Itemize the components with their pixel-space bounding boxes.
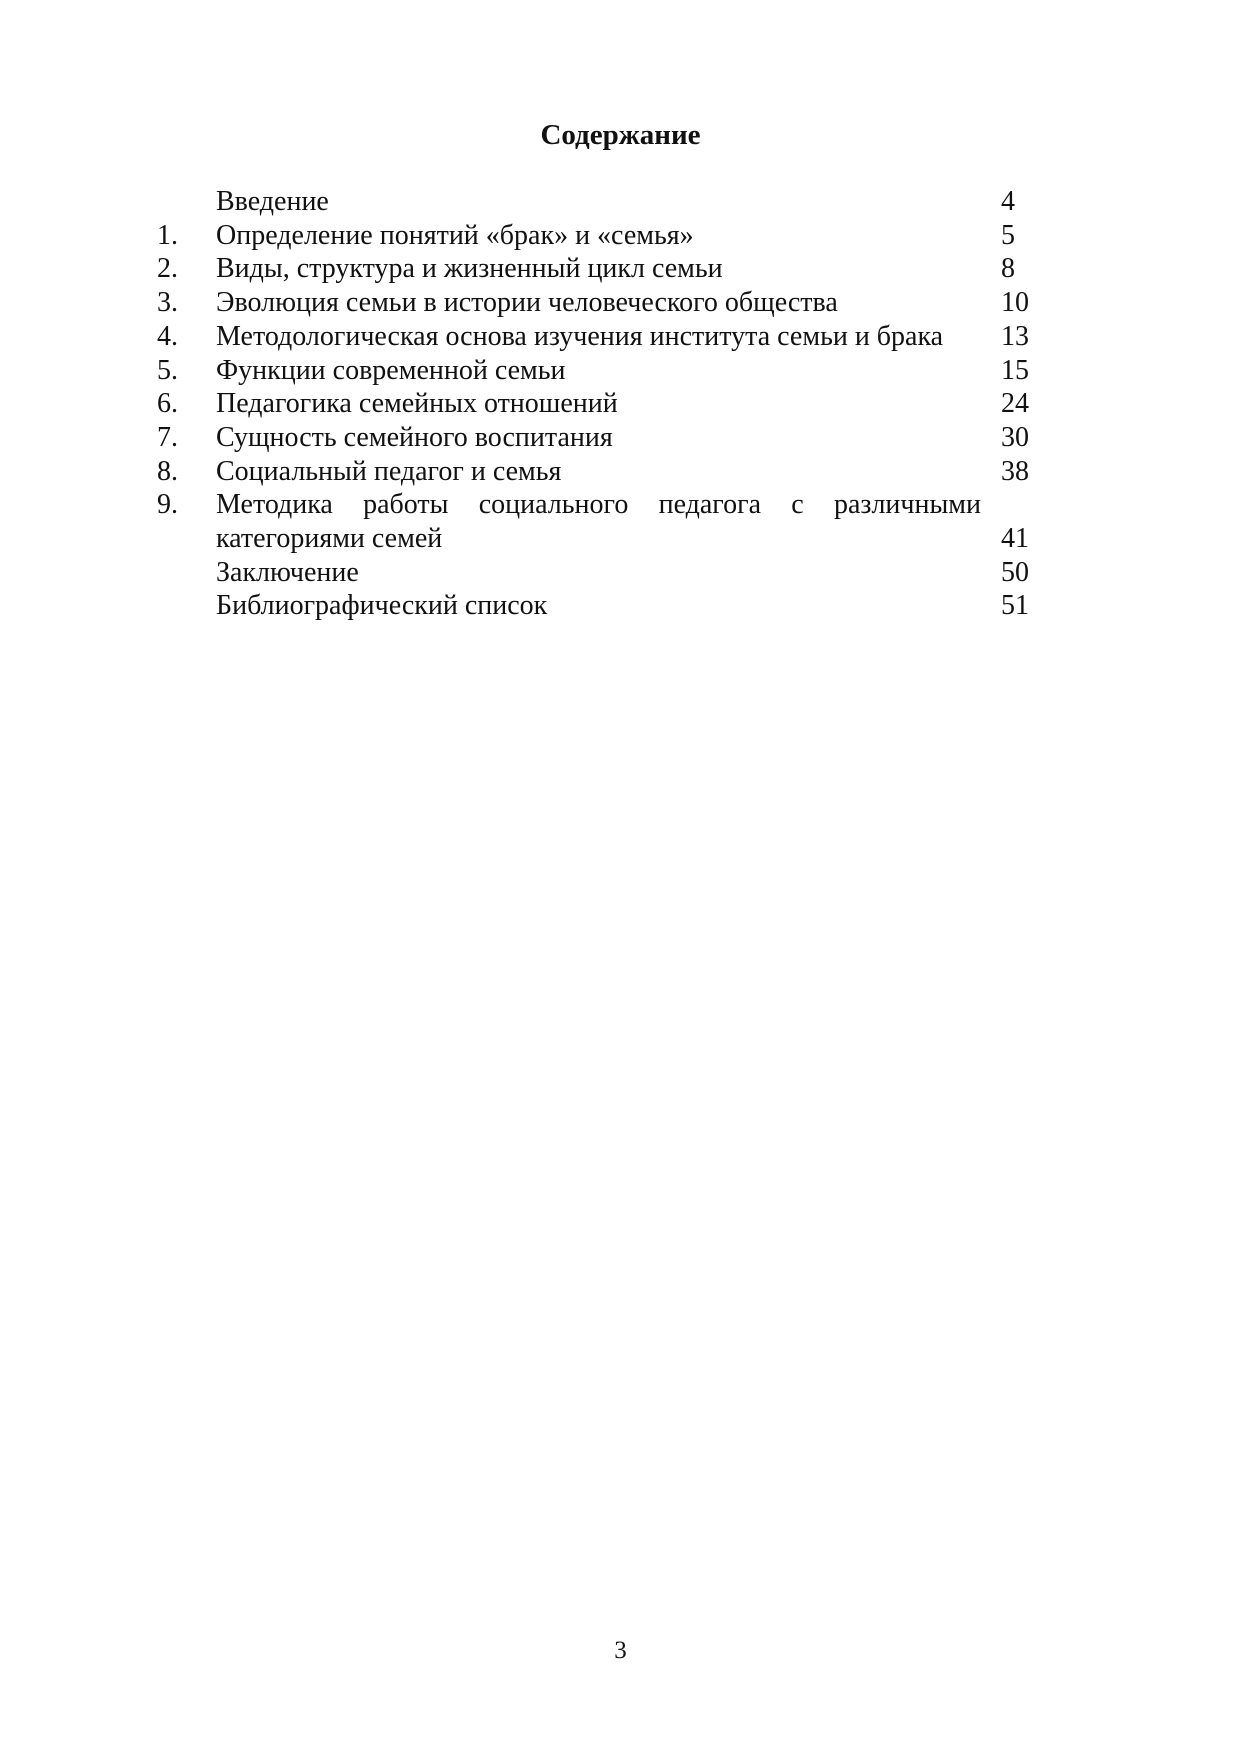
toc-row-7[interactable] [157,421,1037,455]
toc-row-5[interactable] [157,354,1037,388]
toc-row-title-line-2: категориями семей [216,523,443,555]
toc-row-title: Заключение [216,556,359,588]
toc-row-page [981,488,1037,555]
toc-row-page: 13 [1001,320,1029,352]
toc-row-1[interactable] [157,219,1037,253]
toc-row-title: Методологическая основа изучения института семьи и брака [216,320,944,352]
toc-row-page: 8 [1001,253,1015,285]
toc-row-number: 9. [157,489,178,521]
toc-row-title: Введение [216,186,329,217]
toc-row-4[interactable] [157,320,1037,354]
toc-row-8[interactable] [157,455,1037,489]
toc-row-title: Функции современной семьи [216,354,566,386]
toc-row-page: 38 [1001,455,1029,487]
toc-row-number: 5. [157,354,178,386]
toc-row-number: 3. [157,287,178,319]
toc-row-bibliography[interactable] [157,589,1037,623]
toc-row-title: Определение понятий «брак» и «семья» [216,219,694,251]
toc-row-conclusion[interactable] [157,556,1037,590]
toc-row-page: 5 [1001,219,1015,251]
toc-row-number: 2. [157,253,178,285]
toc-row-introduction[interactable] [157,185,1037,219]
page-number: 3 [614,1637,627,1664]
toc-row-title: Педагогика семейных отношений [216,388,618,420]
toc-row-page: 30 [1001,421,1029,453]
toc-row-title: Библиографический список [216,590,548,622]
toc-row-title: Социальный педагог и семья [216,455,562,487]
toc-row-number: 8. [157,455,178,487]
toc-row-number: 6. [157,388,178,420]
table-of-contents [157,185,1037,623]
toc-row-9[interactable] [157,488,1037,555]
toc-row-title: Виды, структура и жизненный цикл семьи [216,253,723,285]
toc-row-number: 4. [157,320,178,352]
toc-row-page: 51 [1001,590,1029,622]
toc-row-2[interactable] [157,252,1037,286]
toc-row-page: 10 [1001,287,1029,319]
toc-row-page: 15 [1001,354,1029,386]
toc-row-title-line-1: Методика работы социального педагога с различными [216,489,981,521]
toc-row-number: 7. [157,421,178,453]
toc-row-page: 4 [1001,186,1015,217]
toc-row-page-value: 41 [1001,523,1029,555]
toc-row-title: Сущность семейного воспитания [216,421,613,453]
toc-row-number: 1. [157,219,178,251]
toc-row-title: Эволюция семьи в истории человеческого общества [216,287,838,319]
toc-row-page: 24 [1001,388,1029,420]
toc-row-title [216,488,981,555]
toc-row-6[interactable] [157,387,1037,421]
toc-row-3[interactable] [157,286,1037,320]
toc-row-page: 50 [1001,556,1029,588]
page-title: Содержание [540,119,701,151]
